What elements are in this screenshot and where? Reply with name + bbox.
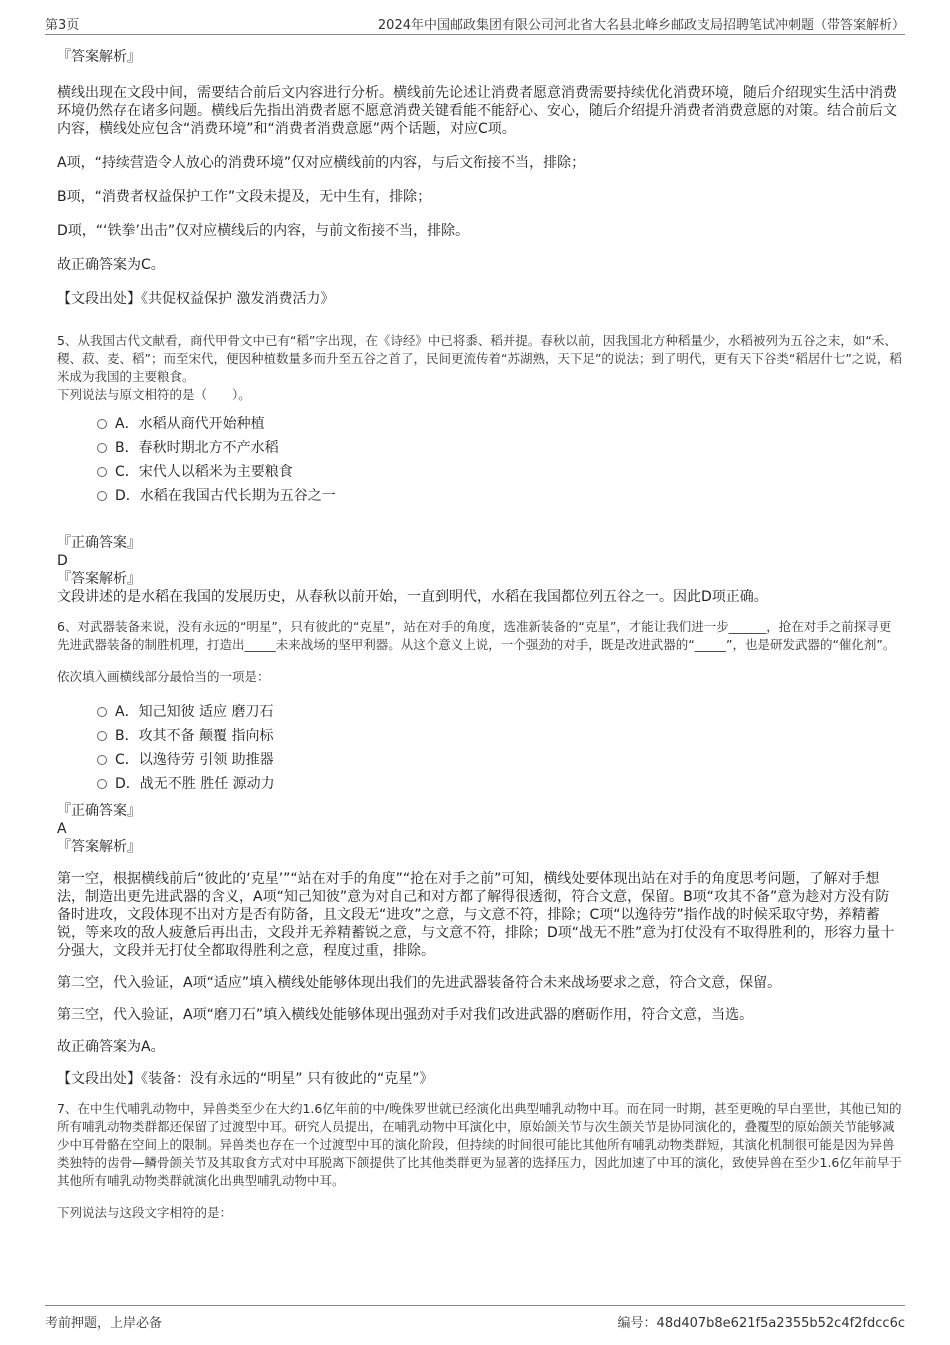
q7-question: 下列说法与这段文字相符的是： xyxy=(57,1205,233,1220)
q5-options xyxy=(57,412,903,508)
q6-question: 依次填入画横线部分最恰当的一项是： xyxy=(57,669,270,684)
q6-analysis-label: 『答案解析』 xyxy=(57,839,141,855)
q5-stem: 5、从我国古代文献看，商代甲骨文中已有“稻”字出现，在《诗经》中已将黍、稻并提。春秋以前，因我国北方种稻量少，水稻被列为五谷之末，如“禾、稷、菽、麦、稻”；而至宋代，便因种植数量多而升至五谷之首了，民间更流传着“苏湖熟，天下足”的说法；到了明代，更有天下谷类“稻居什七”之说，稻米成为我国的主要粮食。 xyxy=(57,333,902,384)
document-body xyxy=(57,44,903,1222)
q5-option-d[interactable]: D．水稻在我国古代长期为五谷之一 xyxy=(97,484,903,508)
radio-icon[interactable] xyxy=(97,707,107,717)
q6-answer-label: 『正确答案』 xyxy=(57,803,141,819)
q4-source: 【文段出处】《共促权益保护 激发消费活力》 xyxy=(57,291,335,307)
radio-icon[interactable] xyxy=(97,419,107,429)
q4-analysis-label: 『答案解析』 xyxy=(57,49,141,65)
radio-icon[interactable] xyxy=(97,755,107,765)
q5-answer-label: 『正确答案』 xyxy=(57,535,141,551)
q6-option-b[interactable]: B．攻其不备 颠覆 指向标 xyxy=(97,724,903,748)
footer-slogan: 考前押题，上岸必备 xyxy=(45,1316,163,1331)
q6-stem: 6、对武器装备来说，没有永远的“明星”，只有彼此的“克星”，站在对手的角度，选准新装备的“克星”，才能让我们进一步______，抢在对手之前探寻更先进武器装备的制胜机理，打造出_____未来战场的坚甲利器。从这个意义上说，一个强劲的对手，既是改进武器的“_____”，也是研发武器的“催化剂”。 xyxy=(57,619,896,652)
q6-answer: A xyxy=(57,821,67,837)
document-id: 编号：48d407b8e621f5a2355b52c4f2fdcc6c xyxy=(617,1316,905,1331)
q5-analysis-label: 『答案解析』 xyxy=(57,571,141,587)
q5-analysis: 文段讲述的是水稻在我国的发展历史，从春秋以前开始，一直到明代，水稻在我国都位列五谷之一。因此D项正确。 xyxy=(57,589,768,605)
radio-icon[interactable] xyxy=(97,779,107,789)
q6-option-d[interactable]: D．战无不胜 胜任 源动力 xyxy=(97,772,903,796)
document-title: 2024年中国邮政集团有限公司河北省大名县北峰乡邮政支局招聘笔试冲刺题（带答案解析） xyxy=(377,18,905,33)
q5-option-b[interactable]: B．春秋时期北方不产水稻 xyxy=(97,436,903,460)
q5-question: 下列说法与原文相符的是（ ）。 xyxy=(57,387,251,402)
page-footer xyxy=(45,1305,905,1330)
q5-option-a[interactable]: A．水稻从商代开始种植 xyxy=(97,412,903,436)
q6-options xyxy=(57,700,903,796)
q7-stem: 7、在中生代哺乳动物中，异兽类至少在大约1.6亿年前的中/晚侏罗世就已经演化出典型哺乳动物中耳。而在同一时期，甚至更晚的早白垩世，其他已知的所有哺乳动物类群都还保留了过渡型中耳。研究人员提出，在哺乳动物中耳演化中，原始颌关节与次生颌关节是协同演化的，叠覆型的原始颌关节能够减少中耳骨骼在空间上的限制。异兽类也存在一个过渡型中耳的演化阶段，但持续的时间很可能比其他所有哺乳动物类群短，其演化机制很可能是因为异兽类独特的齿骨—鳞骨颌关节及其取食方式对中耳脱离下颌提供了比其他类群更为显著的选择压力，因此加速了中耳的演化，致使异兽在至少1.6亿年前早于其他所有哺乳动物类群就演化出典型哺乳动物中耳。 xyxy=(57,1101,902,1188)
q6-option-a[interactable]: A．知己知彼 适应 磨刀石 xyxy=(97,700,903,724)
radio-icon[interactable] xyxy=(97,443,107,453)
q4-analysis-d: D项，“‘铁拳’出击”仅对应横线后的内容，与前文衔接不当，排除。 xyxy=(57,223,470,239)
q6-analysis-para1: 第一空，根据横线前后“彼此的‘克星’”“站在对手的角度”“抢在对手之前”可知，横线处要体现出站在对手的角度思考问题，了解对手想法，制造出更先进武器的含义，A项“知己知彼”意为对自己和对方都了解得很透彻，符合文意，保留。B项“攻其不备”意为趁对方没有防备时进攻，文段体现不出对方是否有防备，且文段无“进攻”之意，与文意不符，排除；C项“以逸待劳”指作战的时候采取守势，养精蓄锐，等来攻的敌人疲惫后再出击，文段并无养精蓄锐之意，与文意不符，排除；D项“战无不胜”意为打仗没有不取得胜利的，形容力量十分强大，文段并无打仗全都取得胜利之意，程度过重，排除。 xyxy=(57,871,895,959)
radio-icon[interactable] xyxy=(97,731,107,741)
q6-conclusion: 故正确答案为A。 xyxy=(57,1039,165,1055)
q6-source: 【文段出处】《装备：没有永远的“明星” 只有彼此的“克星”》 xyxy=(57,1071,434,1087)
radio-icon[interactable] xyxy=(97,467,107,477)
q6-analysis-para3: 第三空，代入验证，A项“磨刀石”填入横线处能够体现出强劲对手对我们改进武器的磨砺作用，符合文意，当选。 xyxy=(57,1007,754,1023)
q6-option-c[interactable]: C．以逸待劳 引领 助推器 xyxy=(97,748,903,772)
q5-answer: D xyxy=(57,553,68,569)
q5-option-c[interactable]: C．宋代人以稻米为主要粮食 xyxy=(97,460,903,484)
radio-icon[interactable] xyxy=(97,491,107,501)
q4-analysis-b: B项，“消费者权益保护工作”文段未提及，无中生有，排除； xyxy=(57,189,432,205)
q4-analysis-a: A项，“持续营造令人放心的消费环境”仅对应横线前的内容，与后文衔接不当，排除； xyxy=(57,155,586,171)
q4-analysis-para: 横线出现在文段中间，需要结合前后文内容进行分析。横线前先论述让消费者愿意消费需要持续优化消费环境，随后介绍现实生活中消费环境仍然存在诸多问题。横线后先指出消费者愿不愿意消费关键看能不能舒心、安心，随后介绍提升消费者消费意愿的对策。结合前后文内容，横线处应包含“消费环境”和“消费者消费意愿”两个话题，对应C项。 xyxy=(57,85,897,137)
page-header xyxy=(45,12,905,35)
q4-conclusion: 故正确答案为C。 xyxy=(57,257,165,273)
q6-analysis-para2: 第二空，代入验证，A项“适应”填入横线处能够体现出我们的先进武器装备符合未来战场要求之意，符合文意，保留。 xyxy=(57,975,782,991)
page-number: 第3页 xyxy=(45,18,80,33)
